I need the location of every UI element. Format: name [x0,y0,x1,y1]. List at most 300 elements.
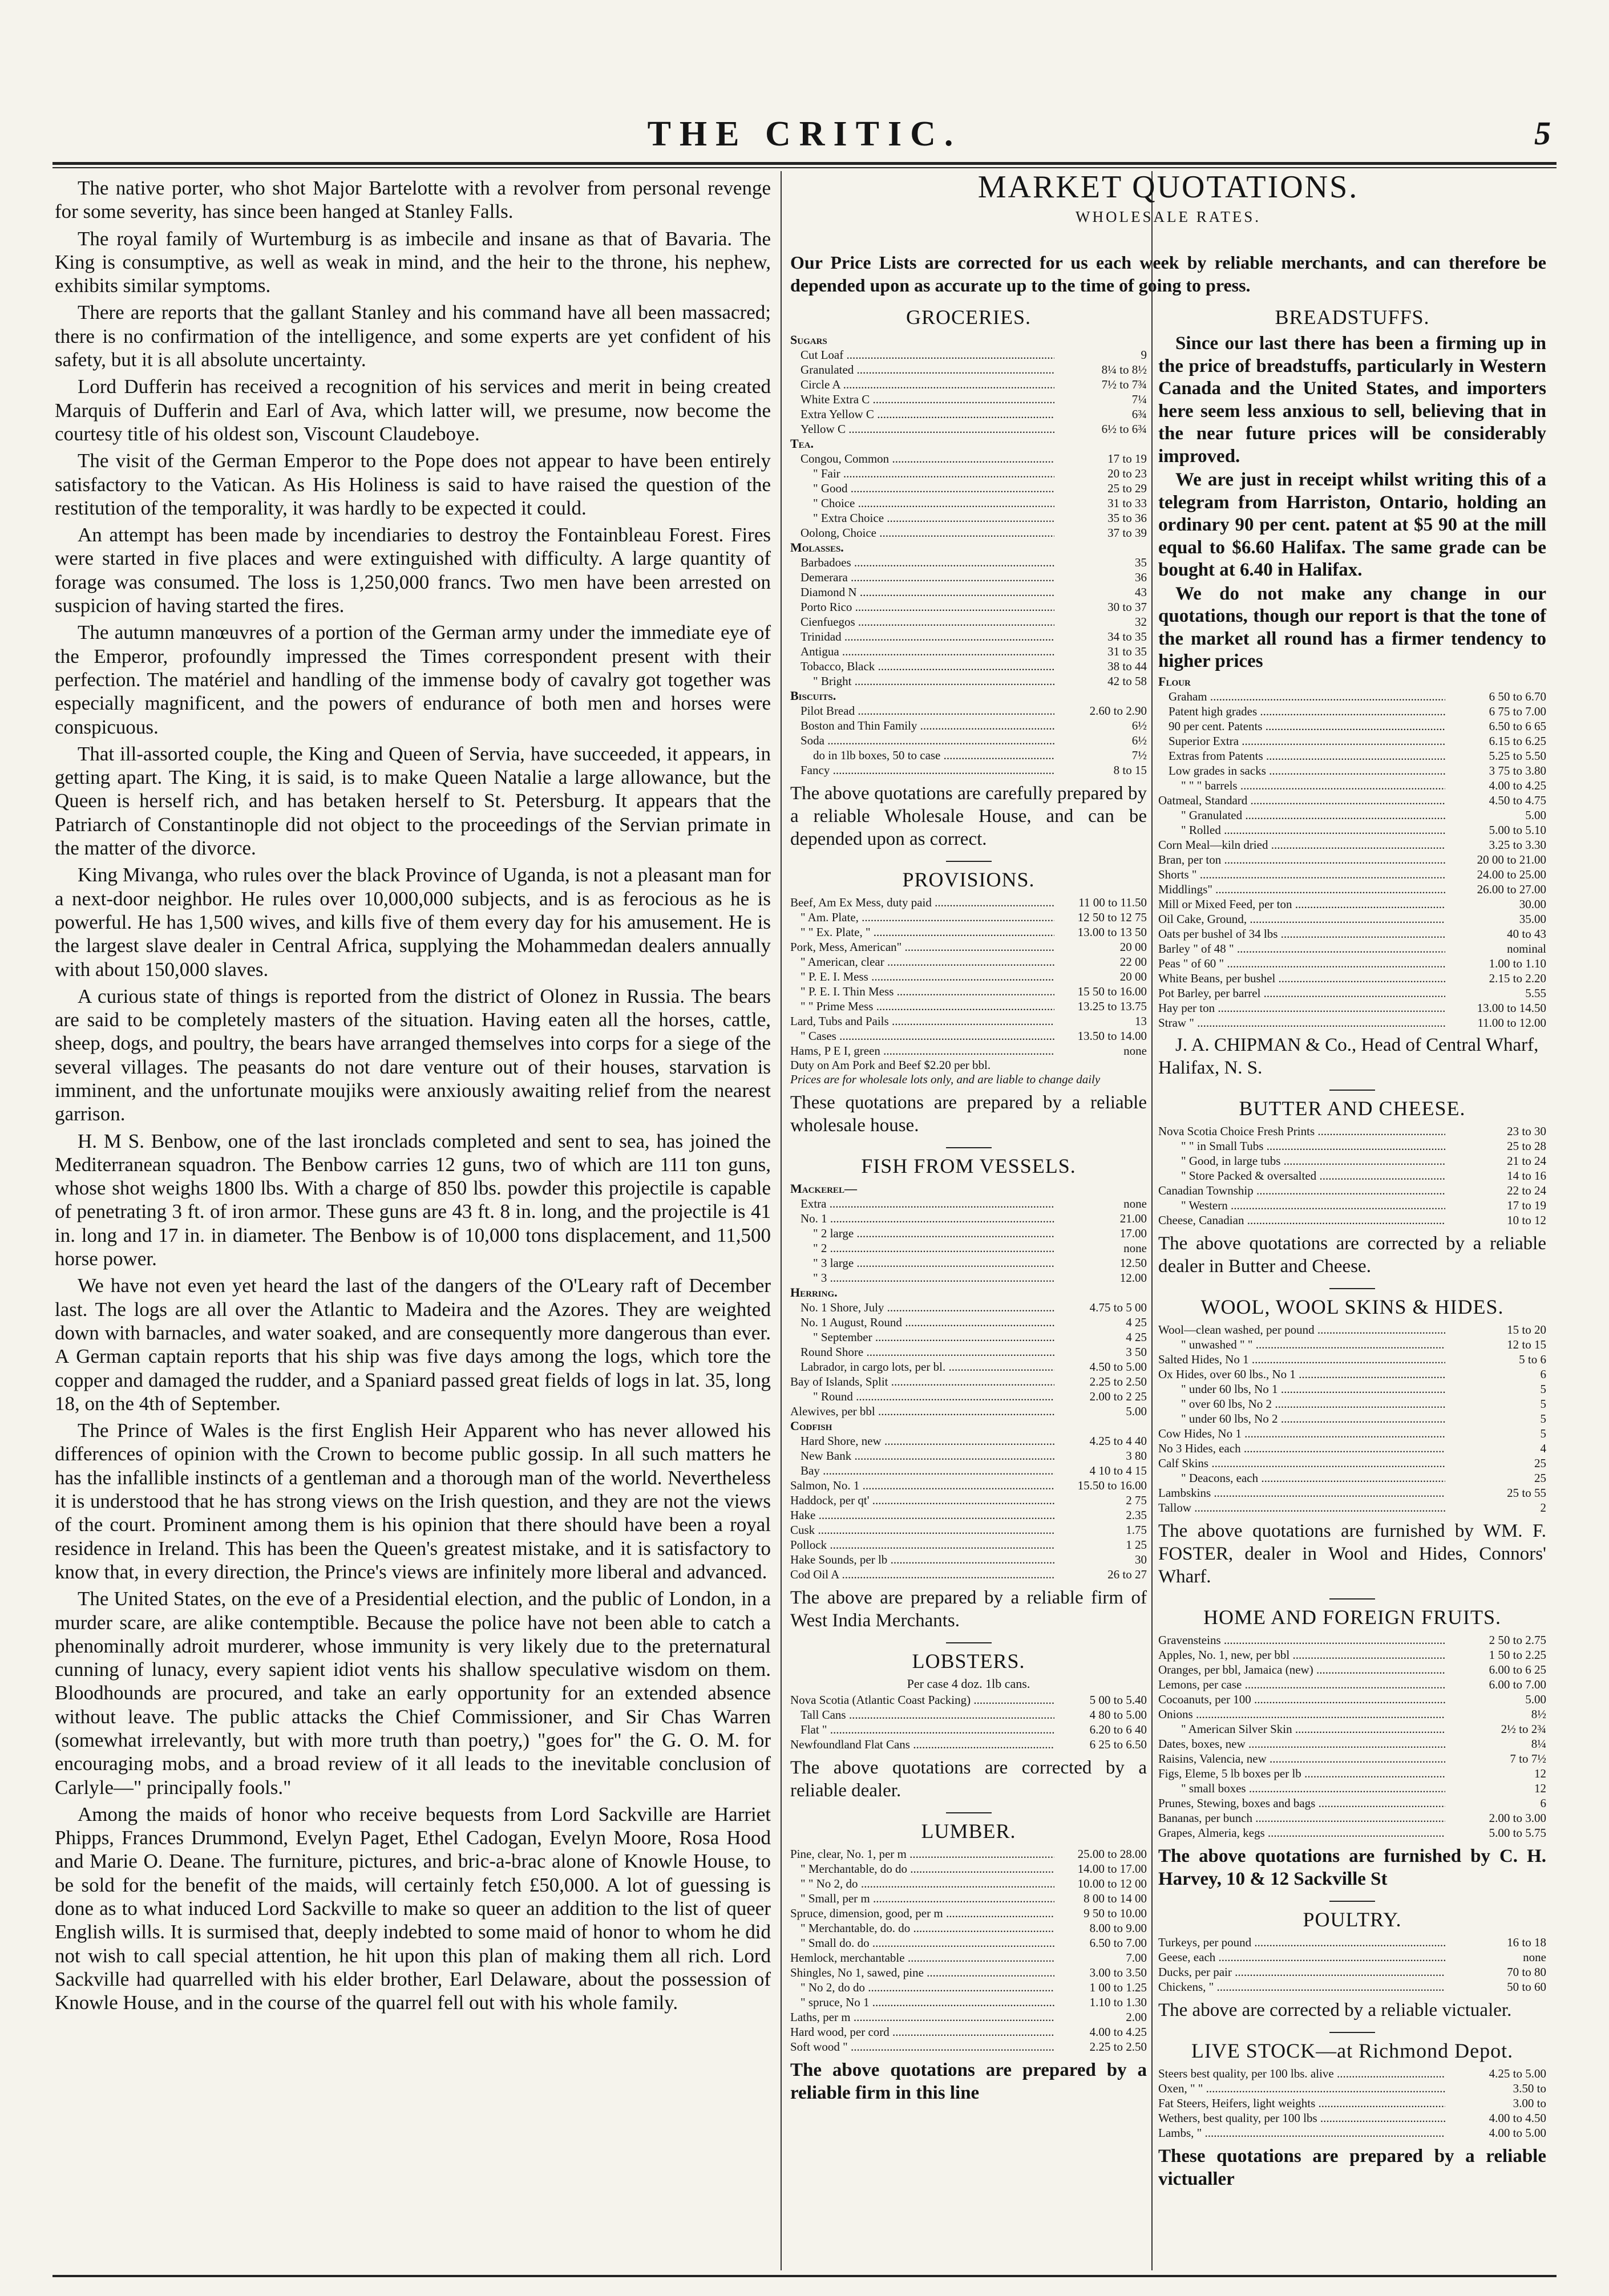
quote-row [790,436,1147,451]
quote-item [790,1846,1054,1861]
quote-item-label: " Bright ..... [790,674,1054,688]
quote-price: 25 to 55 [1507,1485,1546,1500]
quote-item [790,347,1054,362]
quote-item [1158,763,1445,778]
quote-price: 24.00 to 25.00 [1477,867,1546,881]
quote-item-label: Raisins, Valencia, new ..... [1158,1752,1445,1765]
quote-item-label: " American, clear ..... [790,955,1054,969]
quote-price: 1 00 to 1.25 [1089,1981,1147,1994]
quote-item [1158,1168,1445,1183]
quote-price: 11.00 to 12.00 [1477,1015,1546,1030]
quote-price: 35.00 [1519,912,1546,926]
quote-item-label: Hake ..... [790,1508,1054,1522]
quote-price [1054,1181,1147,1196]
quote-item [790,1256,1054,1270]
quote-item [790,1270,1054,1285]
quote-item-label: " " " barrels ..... [1158,779,1445,792]
quote-row [790,1345,1147,1359]
quote-price: 8¼ to 8½ [1101,363,1147,376]
quote-price: 43 [1135,585,1147,599]
quote-price: 17 to 19 [1507,1198,1546,1212]
quote-item [1158,1796,1445,1811]
quote-row [790,1891,1147,1906]
quote-row [1158,1979,1546,1994]
quote-item-label: Shingles, No 1, sawed, pine ..... [790,1966,1054,1979]
section-divider [946,1642,992,1643]
quote-item [790,1537,1054,1552]
quote-price: 3.50 to [1513,2081,1546,2095]
quote-row [1158,2081,1546,2096]
quote-row [790,1270,1147,1285]
quote-item-label: Peas " of 60 " ..... [1158,957,1445,970]
quote-item-label: Salted Hides, No 1 ..... [1158,1353,1445,1366]
quote-item-label: Hams, P E I, green ..... [790,1044,1054,1058]
breadstuffs-report [1158,333,1546,673]
quote-row [1158,1707,1546,1722]
quote-item-label: " Western ..... [1158,1198,1445,1212]
quote-item-label: White Extra C ..... [790,392,1054,406]
quote-item-label: Oolong, Choice ..... [790,526,1054,540]
quote-price: 38 to 44 [1107,659,1147,673]
section-divider [1329,1598,1375,1599]
quote-price: 5 [1540,1382,1546,1396]
quote-item-label: Demerara ..... [790,570,1054,584]
quote-price: none [1523,1950,1546,1964]
quote-item-label: Figs, Eleme, 5 lb boxes per lb ..... [1158,1767,1445,1780]
quote-item-label: Shorts " ..... [1158,868,1445,881]
quote-item [1158,971,1445,986]
quote-row [1158,1647,1546,1662]
quote-row [790,1707,1147,1722]
quote-price: 30 [1135,1553,1147,1566]
quote-item-label: Lambs, " ..... [1158,2126,1445,2140]
quote-item [790,1434,1054,1448]
quote-price: 25 [1534,1456,1546,1470]
quote-item-label: Mill or Mixed Feed, per ton ..... [1158,897,1445,911]
quote-price: 12 [1534,1781,1546,1795]
quote-row [1158,2096,1546,2111]
quote-item [790,1226,1054,1241]
poultry-heading: POULTRY. [1303,1908,1402,1931]
quote-item-label: " under 60 lbs, No 2 ..... [1158,1412,1445,1426]
quote-item-label: Flour [1158,674,1191,689]
news-item: The autumn manœuvres of a portion of the German army under the immediate eye of the Emperor, profoundly impressed the Times correspondent present with their perfection. The matériel and handling of the immense body of cavalry got together was especially magnificent, and the powers of endurance of both men and horses were conspicuous. [55,621,771,738]
provisions-prices-note: Prices are for wholesale lots only, and are liable to change daily [790,1072,1101,1086]
quote-item [790,1389,1054,1404]
quote-price: 12 50 to 12 75 [1077,910,1147,924]
quote-item-label: Antigua ..... [790,645,1054,658]
quote-item-label: " 2 ..... [790,1241,1054,1255]
quote-price: 50 to 60 [1507,1979,1546,1994]
quote-price: 7.00 [1126,1951,1147,1965]
quote-row [1158,1692,1546,1707]
news-item: There are reports that the gallant Stanley and his command have all been massacred; there is no confirmation of the intelligence, and some experts are yet confident of his safety, but it is all absolute uncertainty. [55,301,771,371]
quote-item [1158,1198,1445,1213]
news-item: We have not even yet heard the last of the dangers of the O'Leary raft of December last. The logs are all over the Atlantic to Madeira and the Azores. They are weighted down with barnacles, and water soaked, and are consequently more dangerous than ever. A German captain reports that his ship was five days among the logs, which tore the copper and damaged the rudder, and a Spaniard passed great fields of logs in lat. 35, long 18, on the 4th of September. [55,1274,771,1415]
quote-row [1158,852,1546,867]
quote-item [1158,852,1445,867]
quote-price: 4.00 to 5.00 [1489,2125,1546,2140]
livestock-heading: LIVE STOCK—at Richmond Depot. [1191,2039,1514,2062]
quote-price: 2.00 [1126,2010,1147,2024]
quote-row [1158,2125,1546,2140]
market-header [790,168,1546,229]
quote-price: 6.50 to 7.00 [1089,1936,1147,1950]
quote-row [1158,793,1546,808]
quote-item [790,1552,1054,1567]
quote-price: 4.00 to 4.25 [1089,2025,1147,2039]
quote-price: 6 75 to 7.00 [1489,704,1546,718]
quote-item-label: " Small, per m ..... [790,1892,1054,1905]
quote-price: 8½ [1531,1707,1546,1721]
quote-item-label: Extra Yellow C ..... [790,407,1054,421]
quote-item-label: " " in Small Tubs ..... [1158,1139,1445,1153]
quote-row [790,1226,1147,1241]
quote-row [790,925,1147,940]
quote-row [790,511,1147,525]
quote-item [790,1374,1054,1389]
quote-price: 6½ to 6¾ [1101,422,1147,436]
quote-row [1158,1485,1546,1500]
news-item: An attempt has been made by incendiaries to destroy the Fontainbleau Forest. Fires were started in five places and were extinguished with difficulty. A large quantity of forage was consumed. The loss is 1,250,000 francs. Two men have been arrested on suspicion of having started the fires. [55,524,771,617]
quote-row [790,1181,1147,1196]
quote-item [1158,1441,1445,1456]
section-divider [946,1147,992,1148]
quote-item [790,2010,1054,2024]
quote-item-label: Extra ..... [790,1197,1054,1210]
quote-item-label: Circle A ..... [790,378,1054,391]
quote-item-label: Flat " ..... [790,1723,1054,1736]
quote-price: 9 [1141,348,1147,362]
quote-item-label: Tobacco, Black ..... [790,659,1054,673]
quote-row [790,1434,1147,1448]
quote-price: 6½ [1131,734,1147,747]
quote-item-label: " Extra Choice ..... [790,511,1054,525]
quote-item-label: Spruce, dimension, good, per m ..... [790,1906,1054,1920]
quote-item-label: Graham ..... [1158,690,1445,703]
quote-item-label: Patent high grades ..... [1158,704,1445,718]
quote-item-label: " over 60 lbs, No 2 ..... [1158,1397,1445,1411]
quote-item-label: Oil Cake, Ground, ..... [1158,912,1445,926]
quote-item [790,969,1054,984]
quote-price: 14.00 to 17.00 [1077,1862,1147,1876]
quote-item-label: Lambskins ..... [1158,1486,1445,1500]
news-item: The native porter, who shot Major Bartelotte with a revolver from personal revenge for some severity, has since been hanged at Stanley Falls. [55,177,771,223]
quote-item-label: Grapes, Almeria, kegs ..... [1158,1826,1445,1840]
quote-item [1158,867,1445,882]
quote-item [1158,1647,1445,1662]
column-divider [781,171,782,2270]
quote-price: 8 00 to 14 00 [1084,1892,1147,1905]
quote-row [790,496,1147,511]
quote-price: 20 00 [1119,970,1147,983]
quote-item [790,1995,1054,2010]
quote-price: 2.00 to 3.00 [1489,1811,1546,1825]
quote-item [1158,1965,1445,1979]
news-item: H. M S. Benbow, one of the last ironclads completed and sent to sea, has joined the Mediterranean squadron. The Benbow carries 12 guns, two of which are 111 ton guns, whose shot weighs 1800 lbs. With a charge of 850 lbs. powder this projectile is capable of penetrating 3 ft. of iron armor. These guns are 43 ft. 8 in. long, and the projectile is 41 in. long and 17 in. in diameter. The Benbow is of 10,000 tons displacement, and 11,500 horse power. [55,1129,771,1270]
lobsters-subhead: Per case 4 doz. 1lb cans. [907,1677,1030,1691]
quote-row [790,1448,1147,1463]
quote-item-label: Cocoanuts, per 100 ..... [1158,1692,1445,1706]
quote-item-label: Straw " ..... [1158,1016,1445,1030]
quote-row [790,407,1147,422]
quote-row [790,954,1147,969]
quote-row [790,1567,1147,1582]
quote-item-label: Fat Steers, Heifers, light weights ..... [1158,2096,1445,2110]
quote-item [1158,1781,1445,1796]
breadstuffs-heading: BREADSTUFFS. [1275,306,1430,329]
quote-item [1158,986,1445,1001]
quote-price: 4 25 [1126,1315,1147,1329]
quote-item-label: Ox Hides, over 60 lbs., No 1 ..... [1158,1367,1445,1381]
quote-item [790,525,1054,540]
market-column-left [790,299,1147,2267]
quote-item [790,540,1054,555]
quote-row [790,600,1147,614]
fish-table [790,1181,1147,1582]
quote-item-label: Sugars [790,333,827,347]
quote-item-label: Soda ..... [790,734,1054,747]
quote-row [790,451,1147,466]
quote-row [790,718,1147,733]
quote-item [1158,1722,1445,1736]
quote-item-label: " Am. Plate, ..... [790,910,1054,924]
quote-price: 2½ to 2¾ [1501,1722,1546,1736]
news-item: That ill-assorted couple, the King and Queen of Servia, have succeeded, it appears, in getting apart. The King, it is said, is to make Queen Natalie a large allowance, but the Queen is herself rich, and has betaken herself to St. Petersburg. It appears that the Patriarch of Constantinople did not object to the proceedings of the Servian primate in the matter of the divorce. [55,742,771,860]
quote-price: 25 to 29 [1107,481,1147,495]
quote-row [790,895,1147,910]
quote-row [790,1300,1147,1315]
quote-row [790,629,1147,644]
quote-price: 12 [1534,1766,1546,1780]
quote-row [1158,1124,1546,1139]
quote-price: 13.00 to 14.50 [1477,1001,1546,1015]
quote-row [1158,867,1546,882]
quote-price: 16 to 18 [1507,1935,1546,1949]
quote-row [1158,971,1546,986]
quote-item [1158,1411,1445,1426]
quote-item [790,984,1054,999]
lobsters-note: The above quotations are corrected by a reliable dealer. [790,1758,1147,1801]
quote-item-label: Tea. [790,436,814,451]
quote-item-label: Oranges, per bbl, Jamaica (new) ..... [1158,1663,1445,1677]
quote-price: 20 to 23 [1107,467,1147,480]
quote-item-label: Porto Rico ..... [790,600,1054,614]
quote-row [790,674,1147,689]
quote-item-label: " " No 2, do ..... [790,1877,1054,1890]
quote-row [790,1463,1147,1478]
groceries-heading: GROCERIES. [905,306,1032,329]
quote-price: 25.00 to 28.00 [1077,1847,1147,1861]
quote-price: 21.00 [1119,1212,1147,1225]
quote-item [1158,2096,1445,2111]
quote-row [1158,674,1546,689]
quote-row [790,2039,1147,2054]
butter-table [1158,1124,1546,1228]
quote-row [1158,734,1546,748]
quote-item-label: Biscuits. [790,689,836,703]
quote-row [790,362,1147,377]
quote-item-label: " No 2, do do ..... [790,1981,1054,1994]
quote-item-label: " American Silver Skin ..... [1158,1722,1445,1736]
poultry-table [1158,1935,1546,1994]
quote-item-label: No. 1 August, Round ..... [790,1315,1054,1329]
quote-row [790,555,1147,570]
quote-item-label: Bananas, per bunch ..... [1158,1811,1445,1825]
quote-price: 9 50 to 10.00 [1084,1906,1147,1920]
quote-item [1158,1500,1445,1515]
quote-price: 2.60 to 2.90 [1089,704,1147,718]
quote-row [790,703,1147,718]
quote-item-label: Cut Loaf ..... [790,348,1054,362]
quote-row [1158,719,1546,734]
quote-item [1158,1692,1445,1707]
quote-price: 7 to 7½ [1510,1751,1546,1765]
quote-row [790,585,1147,600]
quote-item-label: Cod Oil A ..... [790,1568,1054,1581]
quote-row [790,748,1147,763]
quote-row [790,969,1147,984]
quote-price: 5.00 [1525,808,1546,822]
quote-row [1158,1367,1546,1382]
market-column-right [1158,299,1546,2267]
quote-row [790,2024,1147,2039]
quote-item-label: Prunes, Stewing, boxes and bags ..... [1158,1796,1445,1810]
quote-item [1158,793,1445,808]
quote-price: 10 to 12 [1507,1213,1546,1227]
quote-item [790,451,1054,466]
quote-row [1158,1471,1546,1485]
quote-row [790,466,1147,481]
quote-item [790,999,1054,1014]
quote-item [1158,1935,1445,1950]
fish-note: The above are prepared by a reliable firm of West India Merchants. [790,1588,1147,1631]
quote-item [1158,1183,1445,1198]
quote-item-label: Pilot Bread ..... [790,704,1054,718]
quote-price: 6.20 to 6 40 [1089,1723,1147,1736]
quote-row [790,1737,1147,1752]
section-divider [1329,1901,1375,1902]
quote-item-label: Laths, per m ..... [790,2010,1054,2024]
quote-item-label: Labrador, in cargo lots, per bl. ..... [790,1360,1054,1374]
quote-row [1158,1751,1546,1766]
quote-item [1158,1811,1445,1825]
quote-item-label: Geese, each ..... [1158,1950,1445,1964]
quote-price: 70 to 80 [1507,1965,1546,1979]
quote-item [790,377,1054,392]
quote-item [790,1692,1054,1707]
quote-item [790,392,1054,407]
quote-price: 21 to 24 [1507,1153,1546,1168]
quote-row [790,999,1147,1014]
quote-item-label: " Granulated ..... [1158,808,1445,822]
quote-price: 14 to 16 [1507,1168,1546,1183]
quote-price: 6.15 to 6.25 [1489,734,1546,748]
footer-rule [52,2275,1557,2277]
quote-row [790,689,1147,703]
quote-item [790,689,1054,703]
quote-price: 4.00 to 4.50 [1489,2111,1546,2125]
quote-price: 5.00 [1525,1692,1546,1706]
quote-price: 4 80 to 5.00 [1089,1708,1147,1722]
quote-price: 31 to 33 [1107,496,1147,510]
quote-row [790,2010,1147,2024]
quote-row [1158,763,1546,778]
quote-item [1158,1766,1445,1781]
quote-price [1445,674,1546,689]
quote-row [790,422,1147,436]
quote-item-label: Molasses. [790,540,844,554]
quote-item-label: Bran, per ton ..... [1158,853,1445,866]
quote-row [1158,1456,1546,1471]
quote-item [1158,748,1445,763]
quote-item-label: Hay per ton ..... [1158,1001,1445,1015]
quote-price: 32 [1135,615,1147,629]
quote-row [790,1950,1147,1965]
quote-item [790,954,1054,969]
quote-price: 6 50 to 6.70 [1489,689,1546,703]
quote-price: 25 [1534,1471,1546,1485]
quote-price: 30.00 [1519,897,1546,911]
quote-item [790,614,1054,629]
quote-row [790,763,1147,778]
quote-item-label: Round Shore ..... [790,1345,1054,1359]
quote-row [790,1285,1147,1300]
quote-item [790,748,1054,763]
quote-item [1158,778,1445,793]
quote-item-label: Salmon, No. 1 ..... [790,1479,1054,1492]
quote-row [790,1028,1147,1043]
quote-row [790,570,1147,585]
quote-row [790,1508,1147,1522]
quote-price: 4 10 to 4 15 [1089,1464,1147,1477]
quote-price: 5.25 to 5.50 [1489,748,1546,763]
quote-item-label: White Beans, per bushel ..... [1158,971,1445,985]
quote-item [1158,926,1445,941]
quote-price: 4.00 to 4.25 [1489,778,1546,792]
quote-item-label: Tallow ..... [1158,1501,1445,1515]
quote-item [790,333,1054,347]
quote-row [1158,1337,1546,1352]
quote-item-label: Middlings" ..... [1158,882,1445,896]
quote-row [790,1330,1147,1345]
quote-price: 1.00 to 1.10 [1489,956,1546,970]
quote-row [1158,1811,1546,1825]
market-title: MARKET QUOTATIONS. [977,169,1359,205]
quote-item [790,407,1054,422]
quote-item-label: Wethers, best quality, per 100 lbs ..... [1158,2111,1445,2125]
provisions-table [790,895,1147,1058]
quote-price: 12 to 15 [1507,1337,1546,1351]
market-intro: Our Price Lists are corrected for us each week by reliable merchants, and can therefore be depended upon as accurate up to the time of going to press. [790,252,1546,295]
quote-row [790,733,1147,748]
news-item: The Prince of Wales is the first English Heir Apparent who has never allowed his differences of opinion with the Crown to become public gossip. In all such matters he has the infallible instincts of a gentleman and a thorough man of the world. Nevertheless it is understood that he has strong views on the Irish question, and they are not the views of the court. Prominent among them is his opinion that there should have been a royal residence in Ireland. This has been the Queen's greatest mistake, and it is satisfactory to know that, in every direction, the Prince's views are infinitely more liberal and advanced. [55,1419,771,1583]
quote-price: 37 to 39 [1107,526,1147,540]
quote-item [1158,1139,1445,1153]
quote-price: 2.00 to 2 25 [1089,1390,1147,1403]
provisions-note: These quotations are prepared by a reliable wholesale house. [790,1092,1147,1136]
quote-item-label: Granulated ..... [790,363,1054,376]
quote-price: 4 25 [1126,1330,1147,1344]
quote-item [1158,1153,1445,1168]
quote-item-label: " Store Packed & oversalted ..... [1158,1169,1445,1183]
quote-item-label: Cusk ..... [790,1523,1054,1537]
quote-item [790,1211,1054,1226]
quote-item [1158,2066,1445,2081]
quote-item-label: Cienfuegos ..... [790,615,1054,629]
quote-price: 2.25 to 2.50 [1089,1375,1147,1388]
quote-item-label: Wool—clean washed, per pound ..... [1158,1323,1445,1337]
